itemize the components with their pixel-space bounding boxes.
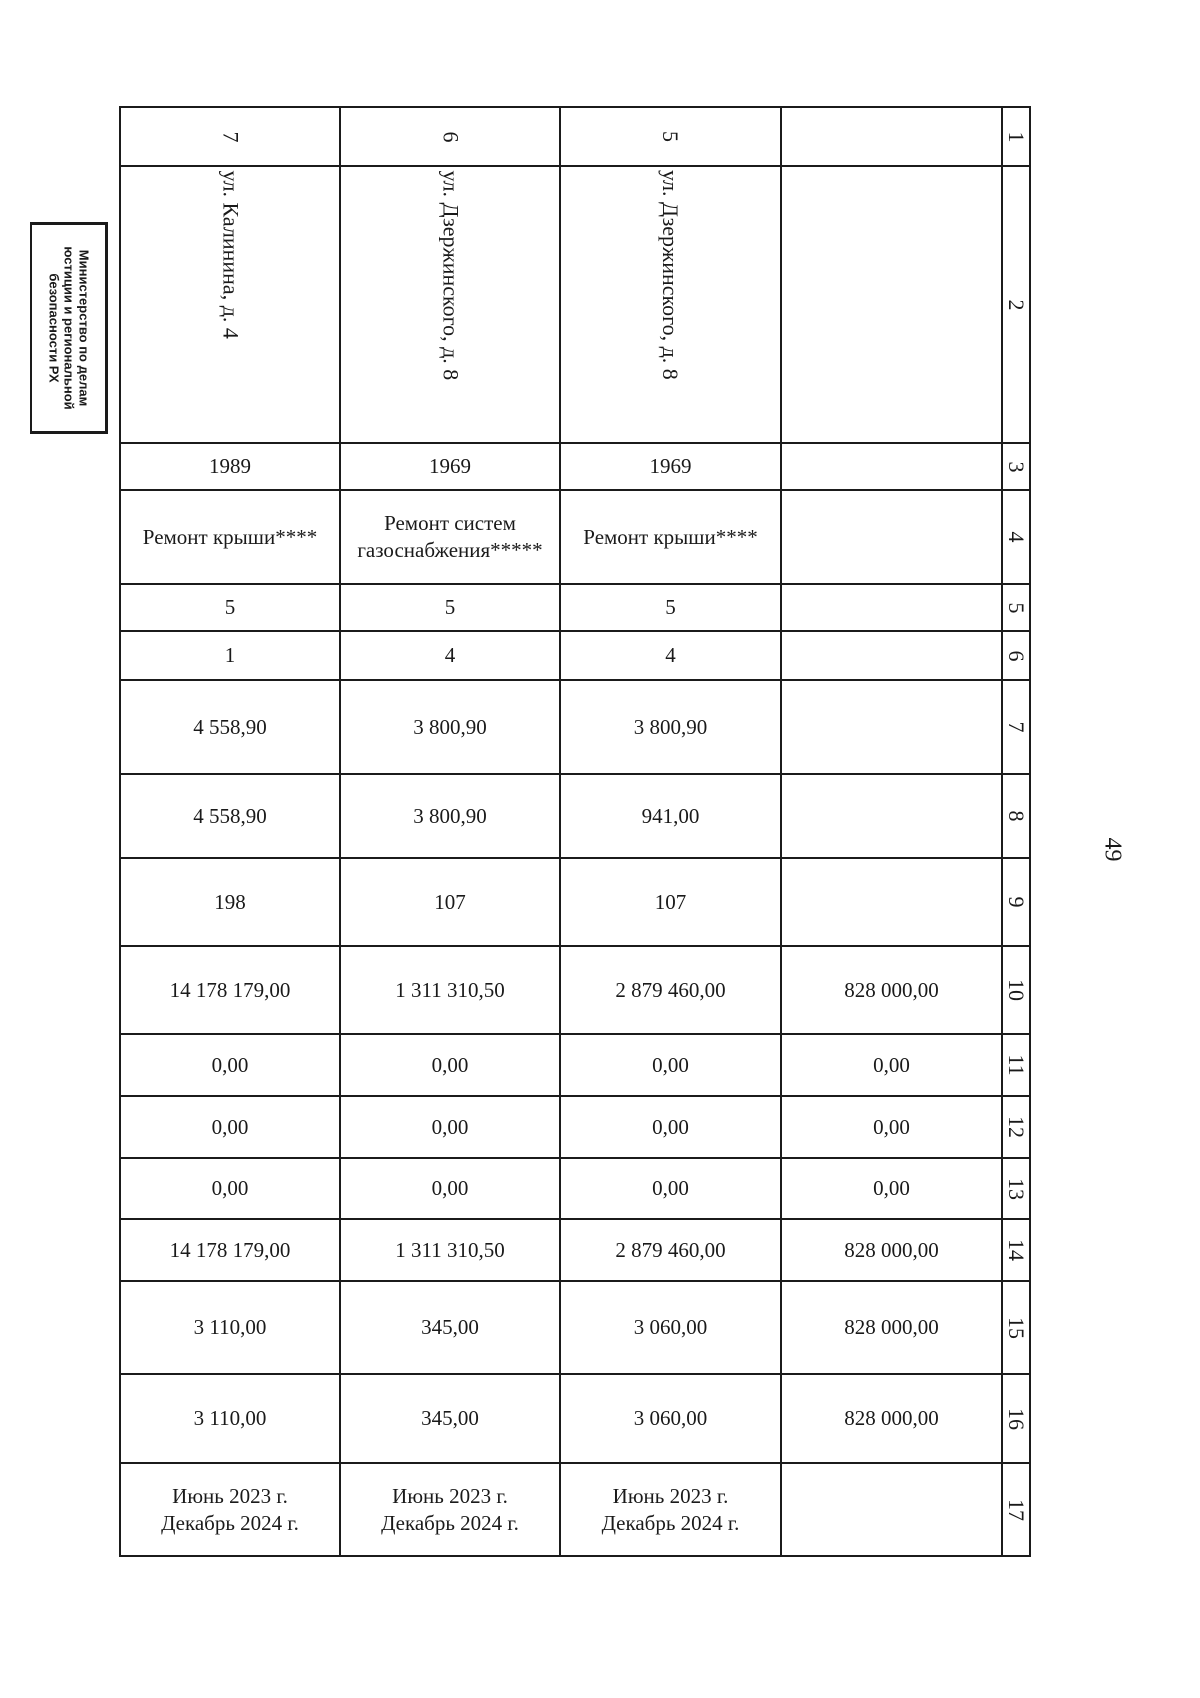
- page-number: 49: [1099, 837, 1126, 862]
- table-cell: 14 178 179,00: [169, 1237, 291, 1262]
- table-cell: [781, 774, 1002, 858]
- stamp-line-1: Министерство по делам: [76, 249, 91, 407]
- table-cell: Июнь 2023 г. Декабрь 2024 г.: [601, 1483, 740, 1535]
- table-cell: [781, 631, 1002, 680]
- table-cell: 345,00: [421, 1315, 479, 1339]
- table-cell: 4: [665, 643, 676, 667]
- table-cell: 3 800,90: [413, 714, 487, 739]
- table-cell: 2 879 460,00: [615, 1237, 726, 1262]
- table-cell: 14 178 179,00: [169, 977, 291, 1002]
- table-cell: 828 000,00: [844, 977, 939, 1002]
- table-cell: 4 558,90: [193, 714, 267, 739]
- table-cell: 0,00: [652, 1114, 689, 1139]
- table-cell: [781, 443, 1002, 490]
- table-cell: 828 000,00: [844, 1406, 939, 1430]
- table-cell: 1: [224, 643, 236, 667]
- table-cell: 5: [444, 595, 456, 619]
- table-cell: [781, 858, 1002, 946]
- table-cell: 1969: [429, 454, 471, 478]
- table-cell: Июнь 2023 г. Декабрь 2024 г.: [161, 1483, 299, 1535]
- table-cell: Июнь 2023 г. Декабрь 2024 г.: [381, 1483, 519, 1535]
- table-cell: Ремонт крыши****: [142, 524, 318, 549]
- table-cell: 5: [658, 131, 684, 142]
- table-cell: [781, 584, 1002, 631]
- table-cell: 0,00: [211, 1052, 249, 1077]
- table-cell: 7: [218, 131, 243, 142]
- table-cell: 0,00: [873, 1052, 910, 1077]
- row-number: 10: [1004, 979, 1029, 1001]
- table-cell: 3 060,00: [633, 1315, 708, 1339]
- table-cell: 0,00: [431, 1052, 469, 1077]
- row-number: 16: [1004, 1407, 1029, 1430]
- row-number: 3: [1004, 461, 1029, 472]
- table-cell: 0,00: [431, 1176, 469, 1200]
- table-cell: 3 800,90: [413, 803, 487, 828]
- table-cell: 5: [224, 595, 236, 619]
- row-number: 13: [1004, 1177, 1029, 1200]
- row-number: 8: [1004, 810, 1029, 822]
- table-cell: 0,00: [652, 1052, 689, 1077]
- row-number: 9: [1004, 896, 1029, 908]
- table-cell: 828 000,00: [844, 1237, 939, 1262]
- row-number: 17: [1004, 1498, 1029, 1521]
- table-cell: 0,00: [431, 1114, 469, 1139]
- row-number: 5: [1004, 602, 1029, 613]
- table-cell: 3 110,00: [193, 1406, 267, 1430]
- table-cell: ул. Дзержинского, д. 8: [438, 170, 463, 380]
- table-cell: 828 000,00: [844, 1315, 939, 1339]
- table-cell: 1989: [209, 454, 251, 478]
- table-cell: 941,00: [641, 803, 700, 828]
- table-cell: 0,00: [873, 1114, 910, 1139]
- table-cell: 3 800,90: [633, 714, 708, 739]
- table-cell: 345,00: [421, 1406, 479, 1430]
- table-cell: 4: [444, 643, 456, 667]
- table-cell: 5: [665, 595, 676, 619]
- row-number: 6: [1004, 650, 1029, 661]
- stamp-line-3: безопасности РХ: [46, 273, 61, 383]
- table-cell: 1 311 310,50: [395, 977, 505, 1002]
- table-cell: 3 110,00: [193, 1315, 267, 1339]
- row-number: 12: [1004, 1116, 1029, 1138]
- table-cell: 0,00: [873, 1176, 910, 1200]
- row-number: 11: [1004, 1054, 1029, 1076]
- table-cell: 0,00: [211, 1114, 249, 1139]
- table-cell: [781, 490, 1002, 584]
- table-cell: [781, 1463, 1002, 1556]
- table-cell: 2 879 460,00: [615, 977, 726, 1002]
- row-number: 4: [1004, 531, 1029, 543]
- row-number: 1: [1004, 131, 1029, 142]
- table-cell: 107: [654, 889, 687, 914]
- table-cell: ул. Дзержинского, д. 8: [658, 170, 684, 380]
- table-cell: 0,00: [652, 1176, 689, 1200]
- table-cell: [781, 107, 1002, 166]
- table-cell: Ремонт систем газоснабжения*****: [357, 511, 543, 562]
- table-cell: Ремонт крыши****: [583, 524, 758, 549]
- table-cell: 3 060,00: [633, 1406, 708, 1430]
- table-cell: ул. Калинина, д. 4: [218, 170, 243, 339]
- row-number: 2: [1004, 299, 1029, 310]
- row-number: 15: [1004, 1316, 1029, 1339]
- ministry-stamp: [30, 222, 108, 434]
- table-cell: 4 558,90: [193, 803, 267, 828]
- table-cell: 1969: [649, 454, 692, 478]
- table-cell: 0,00: [211, 1176, 249, 1200]
- table-cell: 198: [214, 889, 246, 914]
- table-cell: 1 311 310,50: [395, 1237, 505, 1262]
- table-cell: [781, 680, 1002, 774]
- table-cell: [781, 166, 1002, 443]
- row-number: 7: [1004, 721, 1029, 733]
- stamp-text: [46, 228, 91, 428]
- row-number: 14: [1004, 1239, 1029, 1261]
- table-cell: 107: [434, 889, 466, 914]
- stamp-line-2: юстиции и региональной: [61, 246, 76, 410]
- table-cell: 6: [438, 131, 463, 142]
